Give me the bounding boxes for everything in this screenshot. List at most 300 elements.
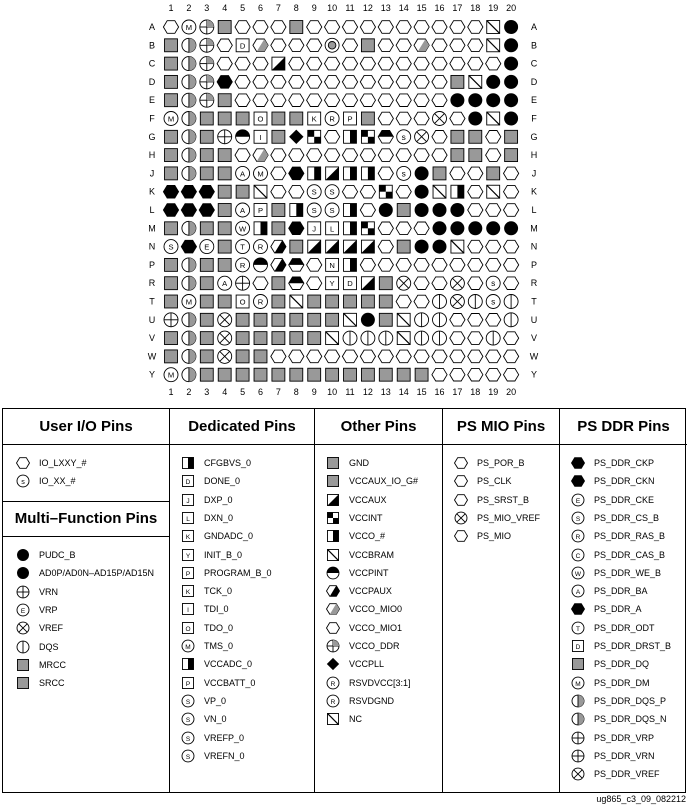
legend-symbol-icon: [15, 566, 31, 580]
pin-D9: [307, 76, 322, 89]
row-label-right: A: [530, 22, 538, 32]
pin-C3: [200, 57, 214, 71]
legend-symbol-icon: [570, 602, 586, 616]
pin-V20: [504, 332, 519, 345]
svg-text:R: R: [239, 260, 246, 270]
pin-K16: [433, 185, 446, 198]
column-label-bottom: 20: [506, 387, 517, 397]
legend-title-multi-function: Multi–Function Pins: [3, 501, 169, 537]
column-label-top: 14: [398, 3, 409, 13]
pin-C18: [468, 57, 483, 70]
svg-text:W: W: [574, 570, 582, 578]
column-label-bottom: 2: [186, 387, 192, 397]
pin-R20: [504, 277, 519, 290]
pin-R3: [200, 277, 213, 290]
pin-V2: [182, 331, 196, 345]
pin-F3: [200, 112, 213, 125]
column-label-bottom: 11: [345, 387, 355, 397]
row-label-left: J: [149, 168, 155, 179]
legend-symbol-icon: [180, 584, 196, 598]
svg-text:D: D: [347, 279, 353, 289]
svg-text:S: S: [185, 735, 191, 743]
pin-E19: [486, 93, 500, 107]
svg-text:D: D: [185, 479, 191, 487]
pin-N6: [254, 240, 268, 254]
legend-symbol-icon: [180, 749, 196, 763]
pin-V10: [326, 332, 339, 345]
pin-T3: [200, 295, 213, 308]
pin-G13: [378, 131, 393, 144]
pin-A4: [218, 21, 231, 34]
pin-T1: [165, 295, 178, 308]
pin-F9: [308, 112, 321, 125]
pin-F13: [378, 112, 393, 125]
pin-H6: [253, 149, 268, 162]
column-label-top: 12: [362, 3, 373, 13]
pin-P12: [360, 259, 375, 272]
pin-D5: [235, 76, 250, 89]
svg-text:A: A: [575, 589, 581, 597]
svg-text:M: M: [167, 114, 175, 124]
column-label-top: 8: [293, 3, 299, 13]
pin-Y1: [164, 368, 178, 382]
legend-label: PS_DDR_CS_B: [594, 512, 660, 523]
column-label-top: 18: [470, 3, 481, 13]
pin-D12: [360, 76, 375, 89]
legend-symbol-icon: [180, 712, 196, 726]
pin-R7: [272, 277, 285, 290]
pin-N1: [164, 240, 178, 254]
legend-label: VREFN_0: [204, 750, 245, 761]
pin-G7: [272, 130, 285, 143]
pin-N18: [468, 240, 483, 253]
legend-symbol-icon: [180, 657, 196, 671]
pin-W8: [289, 350, 304, 363]
pin-L10: [325, 203, 339, 217]
pin-D16: [432, 76, 447, 89]
pin-N16: [433, 240, 447, 254]
pin-C10: [325, 57, 340, 70]
legend-label: GNDADC_0: [204, 531, 254, 542]
svg-text:A: A: [222, 279, 228, 289]
row-label-left: H: [148, 150, 156, 161]
pin-N13: [378, 240, 393, 253]
legend-symbol-icon: [325, 712, 341, 726]
pin-T19: [486, 295, 500, 309]
pin-W3: [200, 350, 213, 363]
pin-E14: [396, 94, 411, 107]
pin-B5: [236, 39, 249, 52]
legend-label: PS_DDR_BA: [594, 586, 648, 597]
pin-L2: [181, 204, 196, 217]
row-label-left: V: [148, 333, 156, 344]
pin-M12: [361, 222, 374, 235]
pin-R18: [468, 277, 483, 290]
pin-U10: [326, 313, 339, 326]
pin-N20: [504, 240, 519, 253]
pin-W4: [218, 349, 232, 363]
row-label-right: J: [531, 168, 537, 179]
column-label-top: 10: [327, 3, 338, 13]
pin-U9: [308, 313, 321, 326]
pin-L8: [290, 204, 303, 217]
legend-label: PS_POR_B: [477, 458, 525, 468]
legend-symbol-icon: [325, 548, 341, 562]
row-label-left: R: [148, 278, 156, 289]
pin-M2: [182, 221, 196, 235]
svg-text:T: T: [240, 242, 245, 252]
pin-A7: [271, 21, 286, 34]
pin-M7: [272, 222, 285, 235]
legend-symbol-icon: [325, 602, 341, 616]
legend-symbol-icon: [325, 639, 341, 653]
row-label-right: B: [530, 40, 538, 51]
pin-B13: [378, 39, 393, 52]
column-label-bottom: 14: [398, 387, 409, 397]
pin-L13: [379, 203, 393, 217]
legend-symbol-icon: [325, 529, 341, 543]
pin-K17: [451, 185, 464, 198]
svg-text:R: R: [330, 698, 336, 706]
svg-text:E: E: [20, 607, 26, 615]
row-label-right: T: [531, 296, 537, 307]
pin-A19: [487, 21, 500, 34]
legend-label: VREFP_0: [204, 732, 245, 743]
pin-F14: [396, 112, 411, 125]
pin-V5: [236, 332, 249, 345]
pin-T18: [468, 295, 482, 309]
pin-N9: [308, 240, 321, 253]
row-label-right: G: [530, 131, 538, 142]
pin-J5: [236, 166, 250, 180]
pin-P18: [468, 259, 483, 272]
pin-D2: [182, 75, 196, 89]
pin-C5: [235, 57, 250, 70]
legend-symbol-icon: [570, 493, 586, 507]
pin-V15: [415, 331, 429, 345]
column-label-top: 13: [380, 3, 391, 13]
pin-N10: [326, 240, 339, 253]
legend-symbol-icon: [570, 676, 586, 690]
pin-G6: [254, 130, 267, 143]
legend-label: PS_DDR_CKE: [594, 494, 655, 505]
column-label-top: 6: [257, 3, 264, 13]
pin-J17: [450, 167, 465, 180]
legend-title-user-io: User I/O Pins: [3, 409, 169, 445]
legend-symbol-icon: [570, 749, 586, 763]
pin-G2: [182, 130, 196, 144]
svg-text:K: K: [311, 114, 317, 124]
pin-Y3: [200, 368, 213, 381]
pin-P10: [326, 258, 339, 271]
legend-label: NC: [349, 714, 362, 725]
legend-label: PS_MIO: [477, 531, 512, 542]
pin-E4: [218, 94, 231, 107]
pin-K2: [181, 185, 196, 198]
pin-W15: [414, 350, 429, 363]
pin-G3: [200, 130, 213, 143]
column-label-bottom: 1: [168, 387, 174, 397]
legend-label: PS_DDR_VREF: [594, 769, 660, 780]
legend-symbol-icon: [180, 731, 196, 745]
pin-H9: [307, 149, 322, 162]
legend-label: TDO_0: [204, 622, 234, 633]
pin-U2: [182, 313, 196, 327]
pin-N14: [397, 240, 410, 253]
pin-C1: [165, 57, 178, 70]
column-label-top: 4: [222, 3, 228, 13]
pin-V14: [397, 332, 410, 345]
svg-text:Y: Y: [185, 552, 191, 560]
pin-U12: [361, 313, 375, 327]
pin-L14: [397, 204, 410, 217]
pin-Y8: [290, 368, 303, 381]
pin-G9: [308, 130, 321, 143]
pin-R19: [486, 276, 500, 290]
legend-label: RSVDGND: [349, 695, 395, 706]
column-label-bottom: 7: [275, 387, 281, 397]
pin-G20: [505, 130, 518, 143]
svg-text:Y: Y: [329, 279, 335, 289]
legend-label: VP_0: [204, 695, 227, 706]
pin-R14: [397, 276, 411, 290]
pin-W12: [360, 350, 375, 363]
pin-J4: [218, 167, 231, 180]
pin-B20: [504, 38, 518, 52]
legend-label: PS_DDR_ODT: [594, 622, 655, 633]
legend-label: VCCO_DDR: [349, 641, 400, 651]
pin-F20: [504, 112, 518, 126]
row-label-right: U: [530, 314, 538, 325]
pin-U4: [218, 313, 232, 327]
legend-symbol-icon: [325, 511, 341, 525]
svg-text:L: L: [329, 224, 335, 234]
legend-symbol-icon: [15, 621, 31, 635]
column-label-top: 15: [416, 3, 427, 13]
legend-symbol-icon: [325, 493, 341, 507]
pin-K10: [325, 185, 339, 199]
svg-text:I: I: [259, 132, 262, 142]
pin-W13: [378, 350, 393, 363]
legend-label: TMS_0: [204, 641, 234, 651]
pin-H20: [505, 149, 518, 162]
legend-label: VCCAUX: [349, 494, 387, 505]
pin-A3: [200, 20, 214, 34]
row-label-right: L: [531, 205, 537, 215]
pin-Y2: [182, 368, 196, 382]
pin-Y19: [486, 368, 501, 381]
legend-symbol-icon: [570, 694, 586, 708]
legend-symbol-icon: [180, 676, 196, 690]
legend-symbol-icon: [180, 602, 196, 616]
svg-text:P: P: [185, 570, 191, 578]
pin-V12: [361, 331, 375, 345]
pin-R9: [307, 277, 322, 290]
pin-N12: [361, 240, 374, 253]
pin-W6: [254, 350, 267, 363]
legend-symbol-icon: [15, 676, 31, 690]
pin-Y9: [308, 368, 321, 381]
pin-H14: [396, 149, 411, 162]
svg-text:C: C: [575, 552, 581, 560]
pin-A6: [253, 21, 268, 34]
pin-B19: [487, 39, 500, 52]
legend-title-other: Other Pins: [315, 409, 442, 445]
pin-J12: [361, 167, 374, 180]
pin-J10: [326, 167, 339, 180]
pin-G11: [344, 130, 357, 143]
svg-text:A: A: [240, 206, 246, 215]
pin-M5: [236, 221, 250, 235]
pin-P19: [486, 259, 501, 272]
pin-U13: [379, 313, 392, 326]
pin-F7: [272, 112, 285, 125]
pin-U20: [504, 313, 518, 327]
legend-symbol-icon: [15, 603, 31, 617]
legend-symbol-icon: [325, 676, 341, 690]
legend-symbol-icon: [325, 474, 341, 488]
svg-text:s: s: [21, 478, 25, 487]
legend-column-other: [315, 409, 443, 792]
row-label-left: K: [148, 186, 156, 197]
pin-M15: [414, 222, 429, 235]
legend-symbol-icon: [453, 474, 469, 488]
pin-F1: [164, 112, 178, 126]
pin-V9: [308, 332, 321, 345]
svg-text:O: O: [257, 114, 264, 124]
pin-N19: [486, 240, 501, 253]
pin-T14: [396, 295, 411, 308]
pin-H3: [200, 149, 213, 162]
pin-L19: [486, 204, 501, 217]
pin-M20: [504, 221, 518, 235]
pin-T6: [254, 295, 268, 309]
svg-text:I: I: [187, 607, 189, 615]
pin-N11: [344, 240, 357, 253]
pin-B8: [289, 39, 304, 52]
pin-P20: [504, 259, 519, 272]
pin-W5: [236, 350, 249, 363]
svg-text:N: N: [329, 260, 335, 270]
row-label-left: A: [148, 22, 156, 32]
pin-C12: [360, 57, 375, 70]
svg-text:T: T: [576, 625, 580, 633]
pin-V3: [200, 332, 213, 345]
row-label-left: G: [148, 131, 156, 142]
pin-E12: [360, 94, 375, 107]
legend-label: SRCC: [39, 678, 65, 689]
legend-label: VCCO_MIO1: [349, 622, 403, 633]
legend-label: PS_SRST_B: [477, 494, 530, 505]
pin-C4: [217, 57, 232, 70]
pin-B17: [450, 39, 465, 52]
pin-M19: [486, 221, 500, 235]
pin-U14: [397, 313, 410, 326]
svg-text:E: E: [575, 497, 581, 505]
pin-A17: [450, 21, 465, 34]
pin-N3: [200, 240, 214, 254]
pin-H2: [182, 148, 196, 162]
pin-B6: [253, 39, 268, 52]
pin-F17: [450, 112, 465, 125]
svg-text:P: P: [185, 680, 191, 688]
legend-symbol-icon: [570, 584, 586, 598]
svg-text:s: s: [491, 296, 496, 307]
pin-V19: [486, 331, 500, 345]
pin-T7: [272, 295, 285, 308]
pin-G16: [432, 131, 447, 144]
pin-M3: [200, 222, 213, 235]
column-label-top: 17: [452, 3, 463, 13]
column-label-top: 9: [311, 3, 317, 13]
pin-P5: [236, 258, 250, 272]
pin-P13: [378, 259, 393, 272]
pin-Y16: [432, 368, 447, 381]
pin-F10: [325, 112, 339, 126]
pin-Y15: [415, 368, 428, 381]
pin-J2: [182, 166, 196, 180]
column-label-bottom: 10: [327, 387, 338, 397]
legend-symbol-icon: [325, 456, 341, 470]
legend-label: PS_MIO_VREF: [477, 512, 541, 523]
legend-label: PS_DDR_WE_B: [594, 567, 662, 578]
pin-G14: [397, 130, 411, 144]
pin-M8: [289, 222, 304, 235]
pin-G4: [218, 130, 232, 144]
legend-symbol-icon: [325, 566, 341, 580]
pin-R11: [344, 277, 357, 290]
legend-label: DONE_0: [204, 476, 241, 487]
pin-G12: [361, 130, 374, 143]
pin-E16: [432, 94, 447, 107]
pin-Y17: [450, 368, 465, 381]
pin-D19: [486, 75, 500, 89]
pin-K3: [199, 185, 214, 198]
legend-label: DQS: [39, 641, 59, 652]
legend-label: PS_DDR_DM: [594, 677, 650, 688]
legend-label: PS_DDR_VRN: [594, 750, 655, 761]
legend-label: VCCPINT: [349, 567, 389, 578]
pin-F12: [361, 112, 374, 125]
column-label-bottom: 18: [470, 387, 481, 397]
legend-symbol-icon: [570, 511, 586, 525]
legend-label: VN_0: [204, 714, 227, 725]
pin-C16: [432, 57, 447, 70]
row-label-right: W: [529, 351, 539, 362]
row-label-right: C: [530, 58, 538, 69]
svg-text:P: P: [257, 206, 264, 215]
pin-A12: [360, 21, 375, 34]
legend-symbol-icon: [180, 621, 196, 635]
svg-text:S: S: [329, 187, 335, 197]
legend-symbol-icon: [570, 731, 586, 745]
pin-L20: [504, 204, 519, 217]
pin-T17: [450, 295, 464, 309]
pin-E15: [414, 94, 429, 107]
column-label-top: 3: [204, 3, 210, 13]
pin-E2: [182, 93, 196, 107]
svg-text:M: M: [185, 644, 191, 651]
pin-E5: [235, 94, 250, 107]
pin-L9: [307, 203, 321, 217]
pin-J11: [344, 167, 357, 180]
pin-V7: [272, 332, 285, 345]
pin-F8: [290, 112, 303, 125]
legend-title-ps-ddr: PS DDR Pins: [560, 409, 687, 445]
row-label-left: C: [148, 58, 156, 69]
pin-C8: [289, 57, 304, 70]
legend-symbol-icon: [180, 493, 196, 507]
